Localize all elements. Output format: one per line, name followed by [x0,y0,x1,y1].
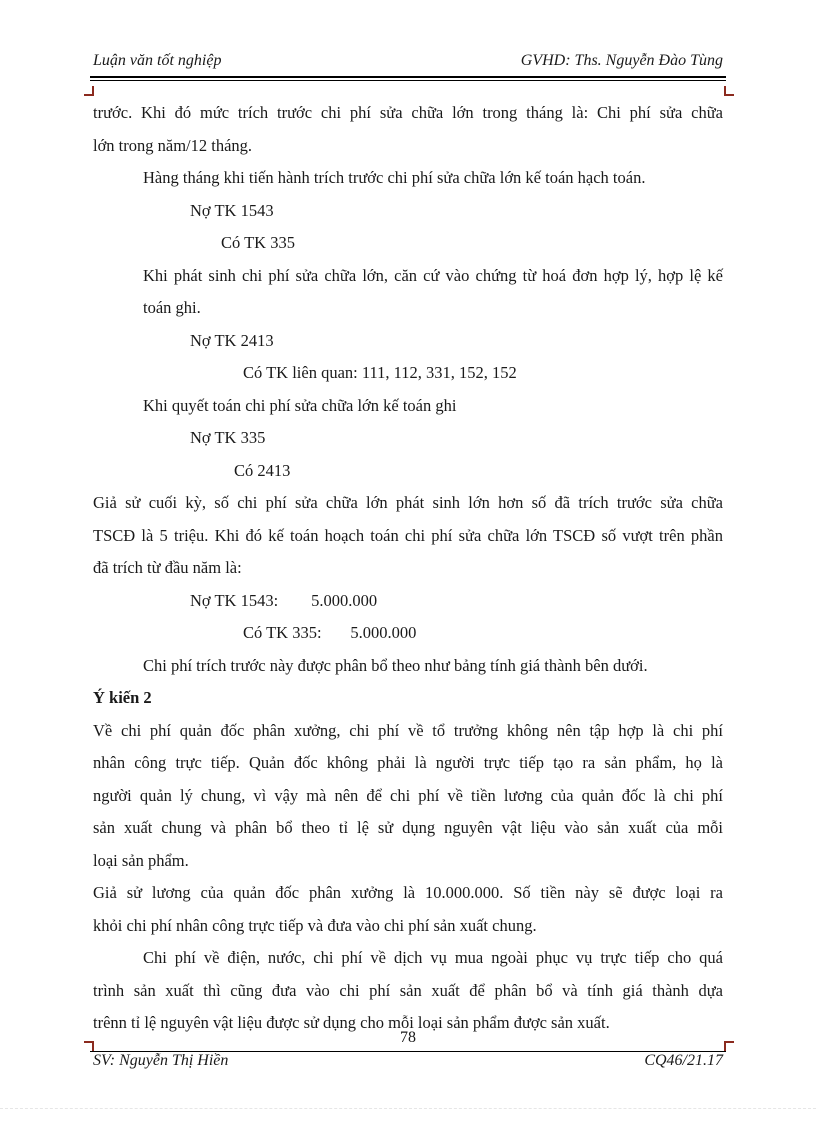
page-footer [93,1052,723,1076]
body-line: loại sản phẩm. [93,850,189,870]
body-line: Giả sử lương của quản đốc phân xưởng là 10.000.000. Số tiền này sẽ được loại ra [93,883,723,902]
body-line: Về chi phí quản đốc phân xưởng, chi phí về tổ trưởng không nên tập hợp là chi phí [93,720,723,740]
body-line: Hàng tháng khi tiến hành trích trước chi phí sửa chữa lớn kế toán hạch toán. [143,168,646,187]
header-rule-thick [90,76,726,78]
body-line: người quản lý chung, vì vậy mà nên để chi phí về tiền lương của quản đốc là chi phí [93,785,723,805]
footer-student: SV: Nguyễn Thị Hiền [93,1052,229,1069]
footer-class-code: CQ46/21.17 [644,1052,723,1069]
journal-entry-credit: Có TK 335 [221,233,295,252]
body-line: Chi phí trích trước này được phân bổ theo như bảng tính giá thành bên dưới. [143,655,648,675]
body-line: Giả sử cuối kỳ, số chi phí sửa chữa lớn phát sinh lớn hơn số đã trích trước sửa chữa [93,493,723,512]
body-line: trình sản xuất thì cũng đưa vào chi phí sản xuất để phân bổ và tính giá thành dựa [93,980,723,1000]
journal-entry-credit: Có 2413 [234,460,291,480]
body-line: khỏi chi phí nhân công trực tiếp và đưa vào chi phí sản xuất chung. [93,915,537,935]
journal-entry-debit: Nợ TK 1543 [190,200,274,220]
header-rule-thin [90,80,726,81]
body-line: đã trích từ đầu năm là: [93,558,242,577]
section-heading: Ý kiến 2 [93,688,152,707]
body-line: Khi quyết toán chi phí sửa chữa lớn kế toán ghi [143,395,457,415]
body-line: TSCĐ là 5 triệu. Khi đó kế toán hoạch toán chi phí sửa chữa lớn TSCĐ số vượt trên phần [93,525,723,545]
journal-entry-debit: Nợ TK 2413 [190,330,274,350]
journal-entry-credit: Có TK liên quan: 111, 112, 331, 152, 152 [243,363,517,382]
journal-entry-credit: Có TK 335: 5.000.000 [243,623,417,642]
corner-ornament-top-right [724,86,734,96]
body-line: lớn trong năm/12 tháng. [93,135,253,155]
page-edge-divider [0,1108,816,1109]
header-thesis-title: Luận văn tốt nghiệp [93,52,222,69]
corner-ornament-bottom-left [84,1041,94,1051]
page-number: 78 [400,1029,416,1046]
corner-ornament-bottom-right [724,1041,734,1051]
body-line: nhân công trực tiếp. Quản đốc không phải là người trực tiếp tạo ra sản phẩm, họ là [93,753,723,772]
page-body [93,97,723,1040]
journal-entry-debit: Nợ TK 1543: 5.000.000 [190,590,378,610]
corner-ornament-top-left [84,86,94,96]
body-line: sản xuất chung và phân bổ theo tỉ lệ sử dụng nguyên vật liệu vào sản xuất của mỗi [93,818,723,837]
journal-entry-debit: Nợ TK 335 [190,428,266,447]
body-line: toán ghi. [143,298,201,317]
body-line: Chi phí về điện, nước, chi phí về dịch vụ mua ngoài phục vụ trực tiếp cho quá [143,948,723,967]
page-header [93,52,723,76]
body-line: trước. Khi đó mức trích trước chi phí sửa chữa lớn trong tháng là: Chi phí sửa chữa [93,103,723,122]
body-line: Khi phát sinh chi phí sửa chữa lớn, căn cứ vào chứng từ hoá đơn hợp lý, hợp lệ kế [143,265,723,285]
body-line: trênn tỉ lệ nguyên vật liệu được sử dụng cho mỗi loại sản phẩm được sản xuất. [93,1013,610,1032]
header-supervisor: GVHD: Ths. Nguyễn Đào Tùng [520,52,723,69]
